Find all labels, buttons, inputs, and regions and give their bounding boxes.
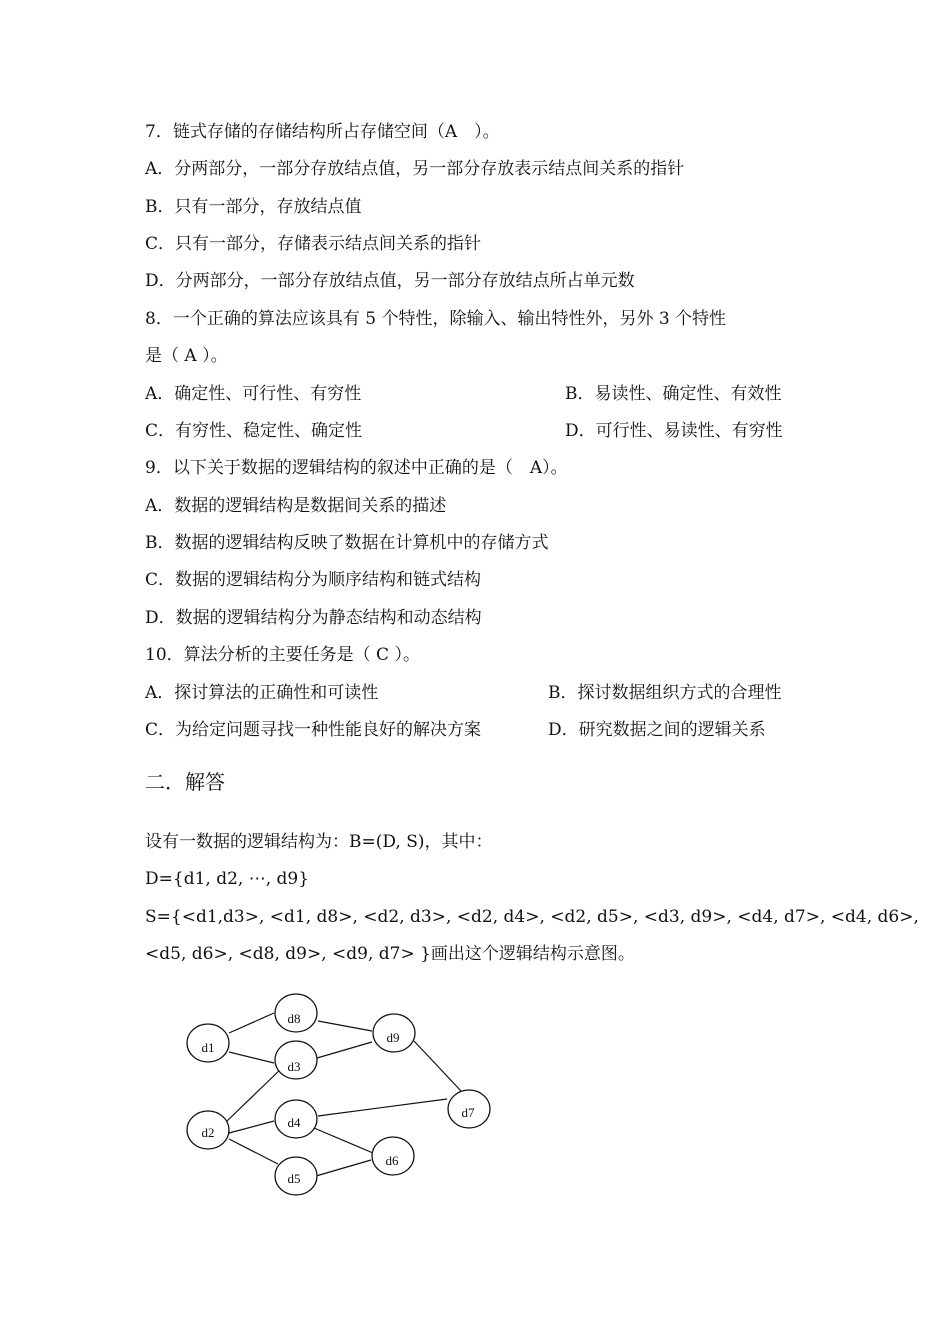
q8-option-d: D．可行性、易读性、有穷性	[565, 421, 783, 441]
edge-d8-d9	[318, 1021, 372, 1031]
edge-d1-d3	[229, 1052, 274, 1063]
section-heading: 二．解答	[145, 770, 225, 794]
q7-option-c: C．只有一部分，存储表示结点间关系的指针	[145, 234, 482, 254]
node-label-d8: d8	[287, 1011, 301, 1026]
q8-stem-line2: 是（ A ）。	[145, 346, 228, 366]
q9-option-c: C．数据的逻辑结构分为顺序结构和链式结构	[145, 570, 482, 590]
node-label-d9: d9	[386, 1030, 400, 1045]
q7-stem: 7．链式存储的存储结构所占存储空间（A ）。	[145, 122, 500, 142]
q10-stem: 10．算法分析的主要任务是（ C ）。	[145, 645, 420, 665]
edge-d5-d6	[316, 1160, 371, 1176]
q9-option-b: B．数据的逻辑结构反映了数据在计算机中的存储方式	[145, 533, 549, 553]
graph-labels	[202, 1011, 476, 1186]
q9-stem: 9．以下关于数据的逻辑结构的叙述中正确的是（ A）。	[145, 458, 568, 478]
edge-d4-d6	[314, 1128, 373, 1153]
node-label-d4: d4	[287, 1115, 301, 1130]
q10-option-c: C．为给定问题寻找一种性能良好的解决方案	[145, 720, 482, 740]
edge-d2-d4	[229, 1121, 274, 1133]
node-label-d5: d5	[287, 1171, 301, 1186]
set-d-definition: D={d1, d2, ⋯, d9}	[145, 869, 310, 889]
q8-stem-line1: 8．一个正确的算法应该具有 5 个特性，除输入、输出特性外，另外 3 个特性	[145, 309, 727, 329]
q9-option-d: D．数据的逻辑结构分为静态结构和动态结构	[145, 608, 482, 628]
edge-d4-d7	[318, 1099, 447, 1116]
graph-edges	[227, 1013, 462, 1176]
set-s-definition-line1: S={<d1,d3>, <d1, d8>, <d2, d3>, <d2, d4>, <d2, d5>, <d3, d9>, <d4, d7>, <d4, d6>,	[145, 907, 919, 927]
q10-option-a: A．探讨算法的正确性和可读性	[145, 683, 379, 703]
problem-intro: 设有一数据的逻辑结构为：B=(D, S)，其中：	[145, 832, 493, 852]
q9-option-a: A．数据的逻辑结构是数据间关系的描述	[145, 496, 447, 516]
q8-option-b: B．易读性、确定性、有效性	[565, 384, 782, 404]
edge-d9-d7	[414, 1041, 462, 1092]
q10-option-d: D．研究数据之间的逻辑关系	[548, 720, 766, 740]
edge-d3-d9	[317, 1042, 372, 1058]
q10-option-b: B．探讨数据组织方式的合理性	[548, 683, 782, 703]
q7-option-a: A．分两部分，一部分存放结点值，另一部分存放表示结点间关系的指针	[145, 159, 685, 179]
q7-option-b: B．只有一部分，存放结点值	[145, 197, 362, 217]
graph-nodes	[187, 994, 490, 1195]
node-label-d1: d1	[201, 1040, 215, 1055]
node-label-d7: d7	[461, 1105, 475, 1120]
edge-d2-d3	[227, 1067, 283, 1121]
node-label-d2: d2	[201, 1125, 215, 1140]
q7-option-d: D．分两部分，一部分存放结点值，另一部分存放结点所占单元数	[145, 271, 635, 291]
node-label-d3: d3	[287, 1059, 301, 1074]
set-s-definition-line2: <d5, d6>, <d8, d9>, <d9, d7> }画出这个逻辑结构示意图。	[145, 944, 635, 964]
node-label-d6: d6	[385, 1153, 399, 1168]
q8-option-c: C．有穷性、稳定性、确定性	[145, 421, 363, 441]
edge-d2-d5	[229, 1139, 278, 1164]
q8-option-a: A．确定性、可行性、有穷性	[145, 384, 362, 404]
edge-d1-d8	[229, 1013, 274, 1033]
